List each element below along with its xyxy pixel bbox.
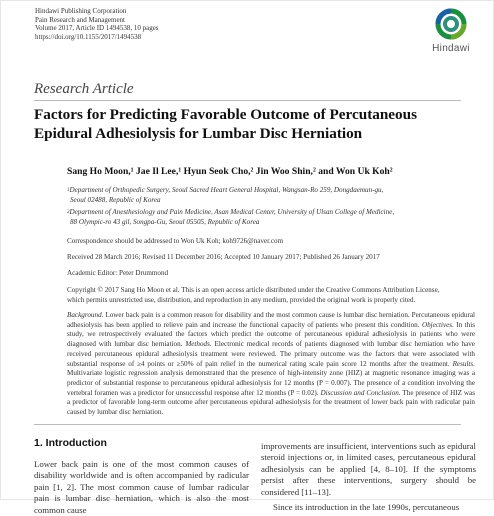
article-type: Research Article [34,81,134,97]
divider [34,424,461,425]
abstract-label-results: Results. [452,359,475,368]
intro-paragraph: improvements are insufficient, interventions such as epidural steroid injections or, in limited cases, percutaneous epidural adhesiolysis can be applied [4, 8–10]. If the symptoms persist after these interventions, surgery should be considered [11–13]. [261,441,476,497]
abstract-results: Multivariate logistic regression analysis demonstrated that the presence of high-intensity zone (HIZ) at magnetic resonance imaging was a predictor of substantial response to percutaneous epidural adhesiolysis for 12 months (P = 0.007). The presence of a condition involving the vertebral foramen was a predictor for unsuccessful response after 12 months (P = 0.02). [67,369,475,397]
abstract-background: Lower back pain is a common reason for disability and the most common cause is lumbar disc herniation. Percutaneous epidural adhesiolysis has been applied to relieve pain and increase the functional capacity of patients who present this condition. [67,311,475,329]
author-list: Sang Ho Moon,¹ Jae Il Lee,¹ Hyun Seok Cho,² Jin Woo Shin,² and Won Uk Koh² [67,166,393,177]
hindawi-logo [424,7,478,55]
article-title [34,105,474,143]
volume-line: Volume 2017, Article ID 1494538, 10 pages [35,24,159,33]
divider [34,100,461,101]
abstract-objectives: In this study, we retrospectively evaluated the factors which predict the outcome of percutaneous epidural adhesiolysis in patients who were diagnosed with lumbar disc herniation. [67,320,475,349]
journal-name: Pain Research and Management [35,15,125,24]
publisher: Hindawi Publishing Corporation [35,7,127,15]
correspondence: Correspondence should be addressed to Won Uk Koh; koh9726@naver.com [67,237,284,245]
section-heading: 1. Introduction [34,437,107,449]
journal-header [35,7,159,41]
title-line-2: Epidural Adhesiolysis for Lumbar Disc Herniation [34,125,363,142]
abstract-label-discussion: Discussion and Conclusion. [320,388,401,397]
affiliation-marker: 2 [67,210,70,215]
affiliation-1 [67,186,457,205]
abstract-label-objectives: Objectives. [421,320,454,329]
abstract-discussion: The presence of HIZ was a predictor of favorable long-term outcome after percutaneous epidural adhesiolysis for the treatment of lower back pain with radicular pain caused by lumbar disc herniation. [67,388,475,417]
abstract-methods: Electronic medical records of patients diagnosed with lumbar disc herniation who have received percutaneous epidural adhesiolysis treatment were reviewed. The primary outcome was the factors that were associated with substantial response of ≥4 points or ≥50% of pain relief in the numerical rating scale pain score 12 months after the treatment. [67,340,475,368]
title-line-1: Factors for Predicting Favorable Outcome of Percutaneous [34,106,417,123]
copyright-notice [67,285,477,305]
copyright-line-2: which permits unrestricted use, distribution, and reproduction in any medium, provided the original work is properly cited. [67,296,416,304]
intro-column-right [261,441,476,513]
affiliation-text-cont: Seoul 02488, Republic of Korea [70,195,161,204]
affiliation-2 [67,208,457,227]
intro-paragraph: Since its introduction in the late 1990s, percutaneous [273,502,460,513]
intro-column-left: Lower back pain is one of the most common causes of disability worldwide and is often accompanied by radicular pain [1, 2]. The most common cause of lumbar radicular pain is lumbar disc herniation, which is also the most common cause [34,459,249,515]
abstract-label-methods: Methods. [185,340,212,349]
abstract [67,311,475,418]
logo-text: Hindawi [432,43,470,54]
affiliation-text-cont: 88 Olympic-ro 43 gil, Songpa-Gu, Seoul 05505, Republic of Korea [70,217,260,226]
academic-editor: Academic Editor: Peter Drummond [67,269,169,277]
affiliation-marker: 1 [67,188,70,193]
publication-dates: Received 28 March 2016; Revised 11 December 2016; Accepted 10 January 2017; Published 26 January 2017 [67,253,380,261]
doi-link[interactable]: https://doi.org/10.1155/2017/1494538 [35,32,142,41]
affiliation-text: Department of Orthopedic Surgery, Seoul Sacred Heart General Hospital, Wangsan-Ro 259, Dongdaemun-gu, [69,186,384,194]
affiliation-text: Department of Anesthesiology and Pain Medicine, Asan Medical Center, University of Ulsan College of Medicine, [69,208,395,216]
copyright-line-1: Copyright © 2017 Sang Ho Moon et al. This is an open access article distributed under the Creative Commons Attribution License, [67,286,440,294]
hindawi-logo-icon [424,7,478,43]
abstract-label-background: Background. [67,311,104,319]
